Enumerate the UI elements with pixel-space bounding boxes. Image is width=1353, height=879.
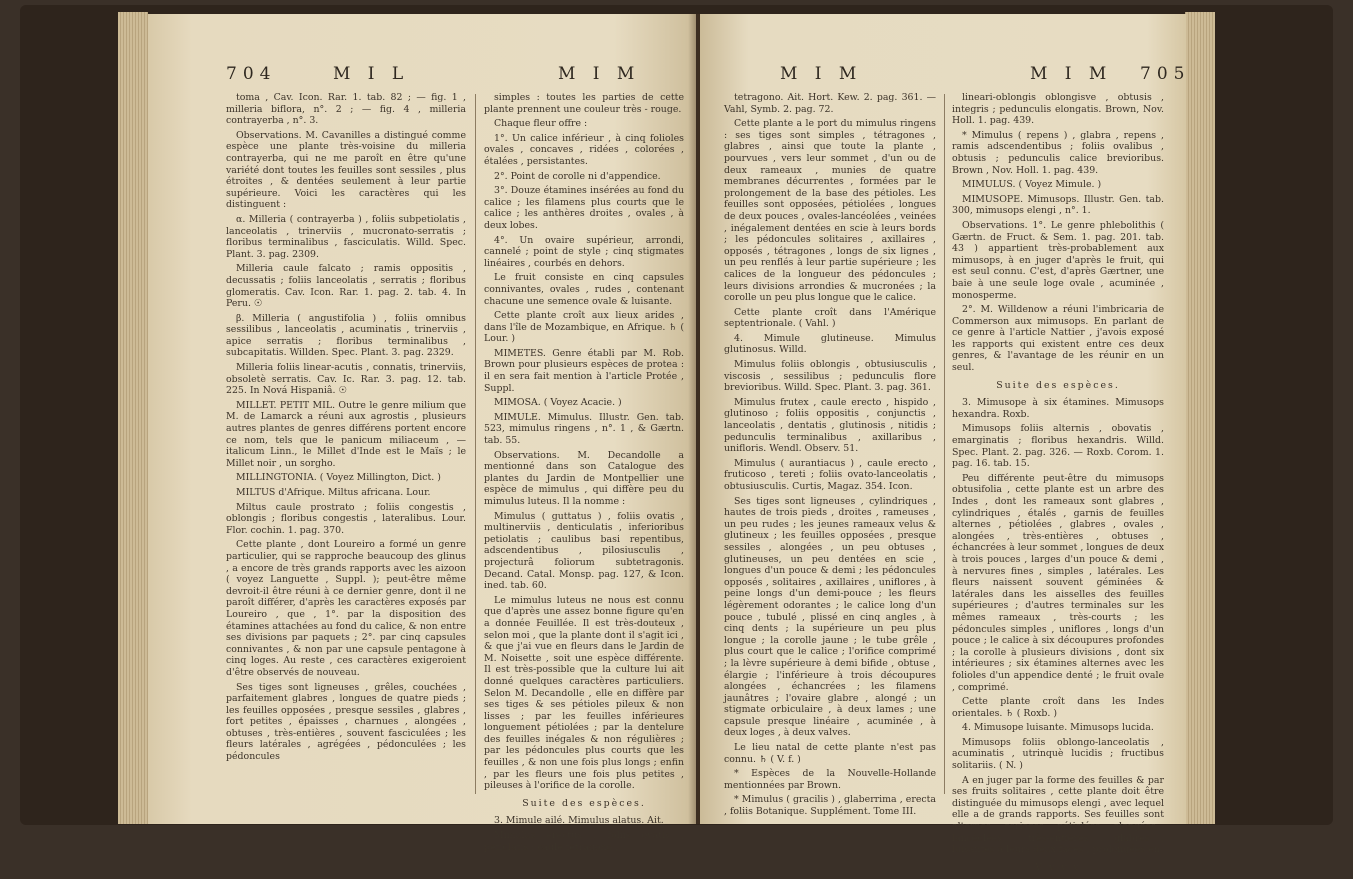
paragraph: toma , Cav. Icon. Rar. 1. tab. 82 ; — fig. 1 , milleria biflora, n°. 2 ; — fig. 4 , milleria contrayerba , n°. 3. <box>226 92 466 127</box>
paragraph: Mimulus ( aurantiacus ) , caule erecto , fruticoso , tereti ; foliis ovato-lanceolatis , obtusiusculis. Curtis, Magaz. 354. Icon. <box>724 457 936 492</box>
running-head-right: M I M <box>1030 64 1113 84</box>
paragraph: Observations. 1°. Le genre phlebolithis ( Gærtn. de Fruct. & Sem. 1. pag. 201. tab. 43 ) appartient très-probablement aux mimusops, à en juger d'après le fruit, qui est seul connu. C'est, d'après Gærtner, une baie à une seule loge ovale , acuminée , monosperme. <box>952 219 1164 301</box>
paragraph: Cette plante a le port du mimulus ringens : ses tiges sont simples , tétragones , glabres , ainsi que toute la plante , pourvues , vers leur sommet , d'un ou de deux rameaux , munies de quatre membranes décurrentes , formées par le prolongement de la base des pétioles. Les feuilles sont opposées, pétiolées , longues de deux pouces , ovales-lancéolées , veinées , inégalement dentées en scie à leurs bords ; les pédoncules solitaires , axillaires , opposés , tétragones , longs de six lignes , un peu renflés à leur partie supérieure ; les calices de la longueur des pédoncules ; leurs divisions arrondies & mucronées ; la corolle un peu plus longue que le calice. <box>724 118 936 304</box>
paragraph: MILTUS d'Afrique. Miltus africana. Lour. <box>236 487 431 498</box>
paragraph: Milleria foliis linear-acutis , connatis, trinerviis, obsoletè serratis. Cav. Ic. Rar. 3. pag. 12. tab. 225. In Nová Hispaniâ. ☉ <box>226 362 466 397</box>
paragraph: simples : toutes les parties de cette plante prennent une couleur très - rouge. <box>484 92 684 115</box>
column-rule <box>475 94 476 794</box>
paragraph: Cette plante , dont Loureiro a formé un genre particulier, qui se rapproche beaucoup des glinus , a encore de très grands rapports avec les aizoon ( voyez Languette , Suppl. ); peut-être même devroit-il être réuni à ce dernier genre, dont il ne paroît différer, d'après les caractères exposés par Loureiro , que , 1°. par la disposition des étamines attachées au fond du calice, & non entre ses divisions par paquets ; 2°. par cinq capsules connivantes , & non par une capsule pentagone à cinq loges. Au reste , ces caractères exigeroient d'être observés de nouveau. <box>226 539 466 678</box>
left-column-2 <box>484 92 684 856</box>
paragraph: 4. Mimusope luisante. Mimusops lucida. <box>962 722 1154 734</box>
paragraph: * Mimulus ( repens ) , glabra , repens , ramis adscendentibus ; foliis ovalibus , obtusis ; pedunculis calice brevioribus. Brown , Nov. Holl. 1. pag. 439. <box>952 129 1164 176</box>
paragraph: MIMETES. Genre établi par M. Rob. Brown pour plusieurs espèces de protea : il en sera fait mention à l'article Protée , Suppl. <box>484 347 684 394</box>
paragraph: A en juger par la forme des feuilles & par ses fruits solitaires , cette plante doit être distinguée du mimusops elengi , avec lequel elle a de grands rapports. Ses feuilles sont alternes , coriaces , pétiolées , alongées , lancéolées , très-entières , glabres , luisantes à leurs deux faces , prolongées en <box>952 774 1164 856</box>
paragraph: 3°. Douze étamines insérées au fond du calice ; les filamens plus courts que le calice ; les anthères droites , ovales , à deux lobes. <box>484 185 684 231</box>
paragraph: Cette plante croît aux lieux arides , dans l'île de Mozambique, en Afrique. ♄ ( Lour. ) <box>484 310 684 345</box>
right-column-1 <box>724 92 936 821</box>
page-number-left: 704 <box>226 64 277 84</box>
right-column-2 <box>952 92 1164 879</box>
paragraph: Milleria caule falcato ; ramis oppositis , decussatis ; foliis lanceolatis , serratis ; floribus glomeratis. Cav. Icon. Rar. 1. pag. 2. tab. 4. In Peru. ☉ <box>226 263 466 310</box>
paragraph: Observations. M. Cavanilles a distingué comme espèce une plante très-voisine du milleria contrayerba, qui ne me paroît en être qu'une variété dont toutes les feuilles sont sessiles , plus étroites , & dentées seulement à leur partie supérieure. Voici les caractères qui les distinguent : <box>226 129 466 211</box>
paragraph: MIMUSOPE. Mimusops. Illustr. Gen. tab. 300, mimusops elengi , n°. 1. <box>952 193 1164 217</box>
paragraph: Mimusops foliis oblongo-lanceolatis , acuminatis , utrinquè lucidis ; fructibus solitariis. ( N. ) <box>952 736 1164 772</box>
paragraph: 4°. Un ovaire supérieur, arrondi, cannelé ; point de style ; cinq stigmates linéaires , courbés en dehors. <box>484 234 684 269</box>
paragraph: Ses tiges sont ligneuses , grêles, couchées , parfaitement glabres , longues de quatre pieds ; les feuilles opposées , presque sessiles , glabres , fort petites , épaisses , charnues , alongées , obtuses , très-entières , souvent fasciculées ; les fleurs latérales , agrégées , pédonculées ; les pédoncules <box>226 681 466 763</box>
paragraph: Observations. M. Decandolle a mentionné dans son Catalogue des plantes du Jardin de Montpellier une espèce de mimulus , qui diffère peu du mimulus luteus. Il la nomme : <box>484 449 684 507</box>
right-page <box>700 14 1191 873</box>
paragraph: * Mimulus ( gracilis ) , glaberrima , erecta , foliis Botanique. Supplément. Tome III. <box>724 794 936 818</box>
paragraph: Suite des espèces. <box>522 797 646 809</box>
signature-mark: V v v v <box>1035 861 1081 873</box>
paragraph: Le fruit consiste en cinq capsules connivantes, ovales , rudes , contenant chacune une semence ovale & luisante. <box>484 272 684 307</box>
paragraph: tetragono. Ait. Hort. Kew. 2. pag. 361. — Vahl, Symb. 2. pag. 72. <box>724 92 936 115</box>
paragraph: MIMOSA. ( Voyez Acacie. ) <box>494 397 622 409</box>
paragraph: MIMULUS. ( Voyez Mimule. ) <box>962 179 1102 191</box>
paragraph: Mimusops foliis alternis , obovatis , emarginatis ; floribus hexandris. Willd. Spec. Plant. 2. pag. 326. — Roxb. Corom. 1. pag. 16. tab. 15. <box>952 423 1164 470</box>
paragraph: 3. Mimusope à six étamines. Mimusops hexandra. Roxb. <box>952 397 1164 420</box>
paragraph: β. Milleria ( angustifolia ) , foliis omnibus sessilibus , lanceolatis , acuminatis , trinerviis , apice serratis ; floribus terminalibus , subcapitatis. Willden. Spec. Plant. 3. pag. 2329. <box>226 312 466 359</box>
paragraph: * Espèces de la Nouvelle-Hollande mentionnées par Brown. <box>724 768 936 791</box>
left-page-edges <box>118 12 148 824</box>
paragraph: 1°. Un calice inférieur , à cinq folioles ovales , concaves , ridées , colorées , étalées , persistantes. <box>484 132 684 167</box>
running-head-left: M I L <box>333 64 410 84</box>
paragraph: 3. Mimule ailé. Mimulus alatus. Ait. <box>494 815 664 827</box>
paragraph: 2°. Point de corolle ni d'appendice. <box>494 170 661 182</box>
column-rule <box>944 94 945 794</box>
paragraph: MILLET. PETIT MIL. Outre le genre milium que M. de Lamarck a réuni aux agrostis , plusieurs autres plantes de genres différens portent encore ce nom, tels que le panicum miliaceum , — italicum Linn., le Millet d'Inde est le Maïs ; le Millet noir , un sorgho. <box>226 399 466 469</box>
running-head-right: M I M <box>558 64 641 84</box>
running-head-left: M I M <box>780 64 863 84</box>
paragraph: Le lieu natal de cette plante n'est pas connu. ♄ ( V. f. ) <box>724 742 936 765</box>
paragraph: Ses tiges sont ligneuses , cylindriques , hautes de trois pieds , droites , rameuses , un peu rudes ; les jeunes rameaux velus & glutineux ; les feuilles opposées , presque sessiles , alongées , un peu obtuses , glutineuses, un peu dentées en scie , longues d'un pouce & demi ; les pédoncules opposés , solitaires , axillaires , uniflores , à peine longs d'un demi-pouce ; les fleurs légèrement odorantes ; le calice long d'un pouce , tubulé , plissé en cinq angles , à cinq dents ; la supérieure un peu plus longue ; la corolle jaune ; le tube grêle , plus court que le calice ; l'orifice comprimé ; la lèvre supérieure à demi bifide , obtuse , élargie ; l'inférieure à trois découpures alongées , échancrées ; les filamens jaunâtres ; l'ovaire glabre , alongé ; un stigmate orbiculaire , à deux lames ; une capsule presque linéaire , acuminée , à deux loges , à deux valves. <box>724 495 936 739</box>
paragraph: Miltus caule prostrato ; foliis congestis , oblongis ; floribus congestis , lateralibus. Lour. Flor. cochin. 1. pag. 370. <box>226 501 466 536</box>
paragraph: Mimulus erectus , foliis ovatis , petiolatis ; caule tetragono , <box>484 830 684 853</box>
paragraph: α. Milleria ( contrayerba ) , foliis subpetiolatis , lanceolatis , trinerviis , mucronato-serratis ; floribus terminalibus , fasciculatis. Willd. Spec. Plant. 3. pag. 2309. <box>226 213 466 260</box>
paragraph: 2°. M. Willdenow a réuni l'imbricaria de Commerson aux mimusops. En parlant de ce genre à l'article Nattier , j'avois exposé les rapports qui existent entre ces deux genres, & l'avantage de les réunir en un seul. <box>952 304 1164 374</box>
paragraph: Chaque fleur offre : <box>494 118 588 130</box>
paragraph: Mimulus ( guttatus ) , foliis ovatis , multinerviis , denticulatis , inferioribus petiolatis ; caulibus basi repentibus, adscendentibus , pilosiusculis , projecturâ foliorum subtetragonis. Decand. Catal. Monsp. pag. 127, & Icon. ined. tab. 60. <box>484 510 684 592</box>
paragraph: 4. Mimule glutineuse. Mimulus glutinosus. Willd. <box>724 332 936 356</box>
left-page <box>148 14 696 853</box>
paragraph: Cette plante croît dans l'Amérique septentrionale. ( Vahl. ) <box>724 306 936 330</box>
paragraph: Suite des espèces. <box>996 379 1120 391</box>
right-page-edges <box>1185 12 1215 824</box>
paragraph: lineari-oblongis oblongisve , obtusis , integris ; pedunculis elongatis. Brown, Nov. Holl. 1. pag. 439. <box>952 92 1164 127</box>
paragraph: MILLINGTONIA. ( Voyez Millington, Dict. ) <box>236 472 441 484</box>
paragraph: Cette plante croît dans les Indes orientales. ♄ ( Roxb. ) <box>952 696 1164 719</box>
paragraph: Mimulus foliis oblongis , obtusiusculis , viscosis , sessilibus ; pedunculis flore brevioribus. Willd. Spec. Plant. 3. pag. 361. <box>724 359 936 394</box>
left-column-1 <box>226 92 466 766</box>
paragraph: Mimulus frutex , caule erecto , hispido , glutinoso ; foliis oppositis , conjunctis , lanceolatis , dentatis , glutinosis , nitidis ; pedunculis terminalibus , axillaribus , unifloris. Wendl. Observ. 51. <box>724 396 936 455</box>
page-number-right: 705 <box>1140 64 1191 84</box>
paragraph: Le mimulus luteus ne nous est connu que d'après une assez bonne figure qu'en a donnée Feuillée. Il est très-douteux , selon moi , que la plante dont il s'agit ici , & que j'ai vue en fleurs dans le Jardin de M. Noisette , soit une espèce différente. Il est très-possible que la culture lui ait donné quelques caractères particuliers. Selon M. Decandolle , elle en diffère par ses tiges & ses pétioles pileux & non lisses ; par les feuilles inférieures longuement pétiolées ; par la dentelure des feuilles inégales & non régulières ; par les pédoncules plus courts que les feuilles , & non une fois plus longs ; enfin , par les fleurs une fois plus petites , pileuses à l'orifice de la corolle. <box>484 594 684 792</box>
paragraph: MIMULE. Mimulus. Illustr. Gen. tab. 523, mimulus ringens , n°. 1 , & Gærtn. tab. 55. <box>484 411 684 447</box>
paragraph: Peu différente peut-être du mimusops obtusifolia , cette plante est un arbre des Indes , dont les rameaux sont glabres , cylindriques , étalés , garnis de feuilles alternes , pétiolées , glabres , ovales , alongées , très-entières , obtuses , échancrées à leur sommet , longues de deux à trois pouces , larges d'un pouce & demi , à nervures fines , simples , latérales. Les fleurs naissent souvent géminées & latérales dans les aisselles des feuilles supérieures ; d'autres terminales sur les mêmes rameaux , très-courts ; les pédoncules simples , uniflores , longs d'un pouce ; le calice à six découpures profondes ; la corolle à plusieurs divisions , dont six intérieures ; six étamines alternes avec les folioles d'un appendice denté ; le fruit ovale , comprimé. <box>952 472 1164 693</box>
